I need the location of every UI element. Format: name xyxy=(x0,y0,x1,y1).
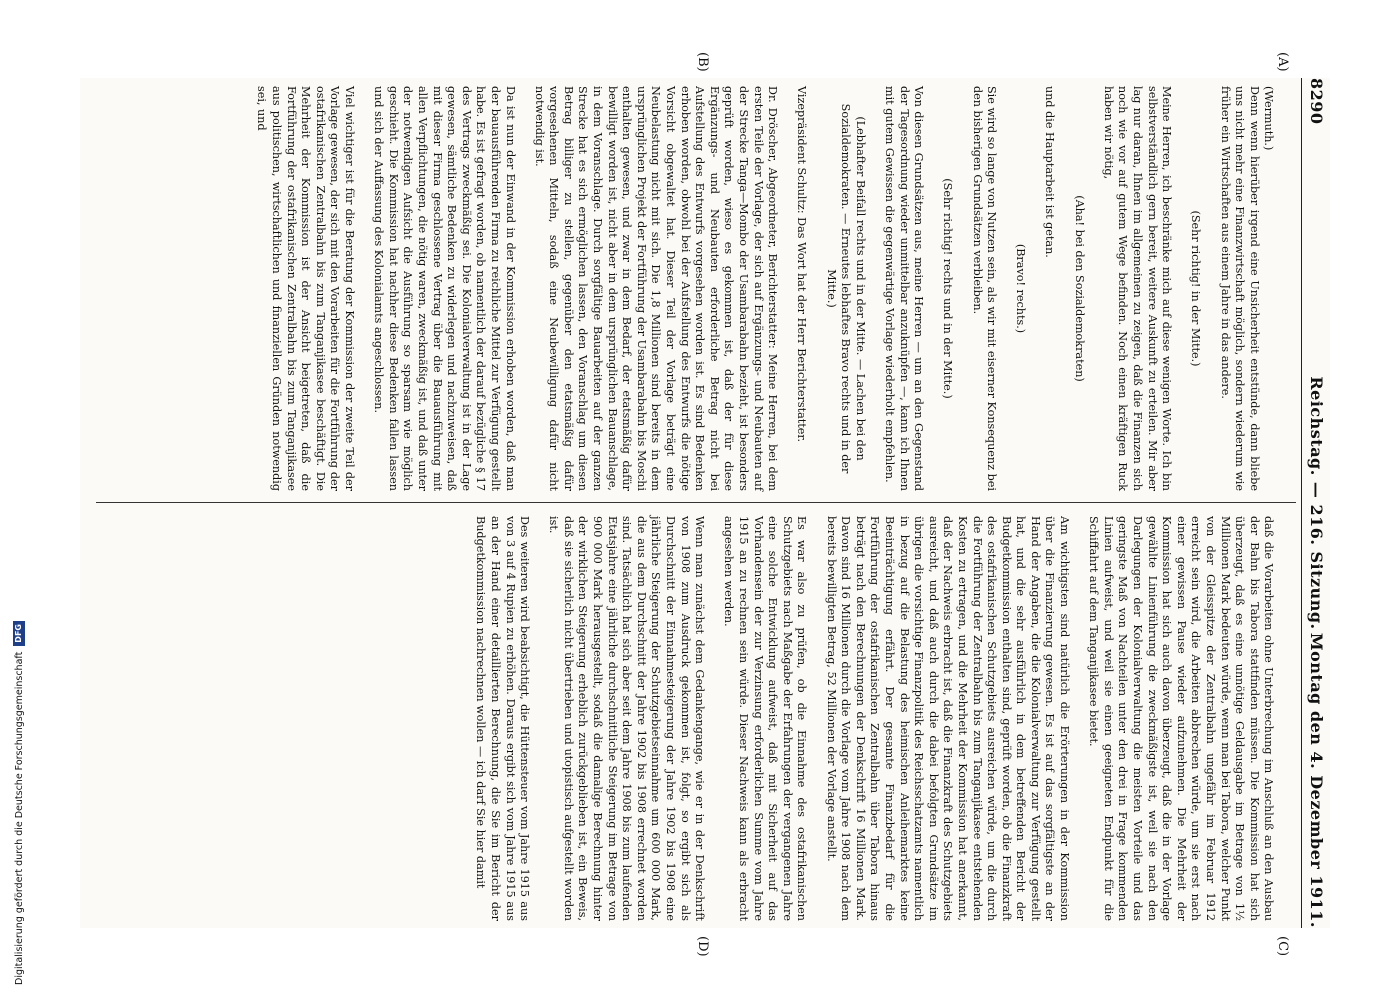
paragraph: Es war also zu prüfen, ob die Einnahme des ostafrikanischen Schutzgebiets nach Maßgabe der Erfahrungen der vergangenen Jahre eine solche Entwicklung aufweist, daß mit Sicherheit auf das Vorhandensein der zur Verzinsung erforderlichen Summe vom Jahre 1915 an zu rechnen sein würde. Dieser Nachweis kann als erbracht angesehen werden. xyxy=(722,516,809,921)
paragraph: Wenn man zunächst dem Gedankengange, wie er in der Denkschrift von 1908 zum Ausdruck gekommen ist, folgt, so ergibt sich als Durchschnitt der Einnahmesteigerung der Jahre 1902 bis 1908 eine jährliche Steigerung der Schutzgebietseinnahme um 600 000 Mark, die aus dem Durchschnitt der Jahre 1902 bis 1908 errechnet worden sind. Tatsächlich hat sich aber seit dem Jahre 1908 bis zum laufenden Etatsjahre eine jährliche durchschnittliche Steigerung im Betrage von 900 000 Mark herausgestellt, sodaß die damalige Berechnung hinter der wirklichen Steigerung erheblich zurückgeblieben ist, ein Beweis, daß sie sicherlich nicht übertrieben und utopistisch aufgestellt worden ist. xyxy=(547,516,707,921)
interjection: (Lebhafter Beifall rechts und in der Mitte. — Lachen bei den Sozialdemokraten. — Erneutes lebhaftes Bravo rechts und in der Mitte.) xyxy=(824,103,867,474)
page-number: 8290 xyxy=(1307,78,1326,125)
paragraph: Dr. Dröscher, Abgeordneter, Berichterstatter: Meine Herren, bei dem ersten Teile der Vorlage, der sich auf Ergänzungs- und Neubauten auf der Strecke Tanga—Mombo der Usambarabahn bezieht, ist besonders geprüft worden, wieso es gekommen ist, daß der für diese Ergänzungs- und Neubauten erforderliche Betrag nicht bei Aufstellung des Entwurfs vorgesehen worden ist. Es sind Bedenken erhoben worden, obwohl bei der Aufstellung des Entwurfs die nötige Vorsicht obgewaltet hat. Dieser Teil der Vorlage beträgt eine Neubelastung nicht mit sich. Die 1,8 Millionen sind bereits in dem ursprünglichen Projekt der Fortführung der Usambarabahn bis Moschi enthalten gewesen, und zwar in dem Bedarf, der etatsmäßig dafür bewilligt worden ist, nicht aber in dem ursprünglichen Bauanschlage, in dem Voranschlage. Durch sorgfältige Bauarbeiten auf der ganzen Strecke hat es sich ermöglichen lassen, den Voranschlag um diesen Betrag billiger zu stellen, gegenüber den etatsmäßig dafür vorgesehenen Mitteln, sodaß eine Neubewilligung dafür nicht notwendig ist. xyxy=(532,86,780,491)
paragraph: Sie wird so lange von Nutzen sein, als wir mit eiserner Konsequenz bei den bisherigen Grundsätzen verbleiben. xyxy=(970,86,999,491)
paragraph: Von diesen Grundsätzen aus, meine Herren — um an den Gegenstand der Tagesordnung wieder unmittelbar anzuknüpfen —, kann ich Ihnen mit gutem Gewissen die gegenwärtige Vorlage wiederholt empfehlen. xyxy=(882,86,926,491)
paragraph: Meine Herren, ich beschränke mich auf diese wenigen Worte. Ich bin selbstverständlich gern bereit, weitere Auskunft zu erteilen. Mir aber lag nur daran, Ihnen im allgemeinen zu zeigen, daß die Finanzen sich noch wie vor auf gutem Wege befinden. Noch einen kräftigen Ruck haben wir nötig, xyxy=(1101,86,1174,491)
interjection: (Sehr richtig! in der Mitte.) xyxy=(1189,210,1203,367)
paragraph: Da ist nun der Einwand in der Kommission erhoben worden, daß man der bauausführenden Firma zu reichliche Mittel zur Verfügung gestellt habe. Es ist gefragt worden, ob namentlich der darauf bezügliche § 17 des Vertrags zweckmäßig sei. Die Kolonialverwaltung ist in der Lage gewesen, sämtliche Bedenken zu widerlegen und nachzuweisen, daß mit dieser Firma geschlossene Vertrag über die Bauausführung mit allen Verpflichtungen, die nötig waren, zweckmäßig ist, und daß unter der notwendigen Aufsicht die Ausführung so sparsam wie möglich geschieht. Die Kommission hat nachher diese Bedenken fallen lassen und sich der Auffassung des Kolonialamts angeschlossen. xyxy=(372,86,517,491)
margin-letter-a: (A) xyxy=(1275,52,1290,72)
digitization-credit xyxy=(12,15,26,985)
paragraph: Am wichtigsten sind natürlich die Erörterungen in der Kommission über die Finanzierung gewesen. Es ist auf das sorgfältigste an der Hand der Angaben, die die Kolonialverwaltung zur Verfügung gestellt hat, und die sehr ausführlich in dem betreffenden Bericht der Budgetkommission enthalten sind, geprüft worden, ob die Finanzkraft des ostafrikanischen Schutzgebiets ausreichen würde, um die durch die Fortführung der Zentralbahn bis zum Tanganjikasee entstehenden Kosten zu ertragen, und die Mehrheit der Kommission hat anerkannt, daß der Nachweis erbracht ist, daß die Finanzkraft des Schutzgebiets ausreicht, und daß auch durch die dabei befolgten Grundsätze im übrigen die vorsichtige Finanzpolitik des Reichsschatzamts namentlich in bezug auf die Belastung des heimischen Anleihemarktes keine Beeinträchtigung erfährt. Der gesamte Finanzbedarf für die Fortführung der ostafrikanischen Zentralbahn über Tabora hinaus beträgt nach den Berechnungen der Denkschrift 16 Millionen Mark. Davon sind 16 Millionen durch die Vorlage vom Jahre 1908 nach dem bereits bewilligten Betrag, 52 Millionen der Vorlage anstellt. xyxy=(824,516,1072,921)
paragraph: daß die Vorarbeiten ohne Unterbrechung im Anschluß an den Ausbau der Bahn bis Tabora stattfinden müssen. Die Kommission hat sich überzeugt, daß es eine unnötige Geldausgabe im Betrage von 1½ Millionen Mark bedeuten würde, wenn man bei Tabora, welcher Punkt von der Gleisspitze der Zentralbahn ungefähr im Februar 1912 erreicht sein wird, die Arbeiten abbrechen würde, um sie erst nach einer gewissen Pause wieder aufzunehmen. Die Mehrheit der Kommission hat sich auch davon überzeugt, daß die in der Vorlage gewählte Linienführung die zweckmäßigste ist, weil sie nach den Darlegungen der Kolonialverwaltung die meisten Vorteile und das geringste Maß von Nachteilen unter den drei in Frage kommenden Linien aufweist, und weil sie einen geeigneten Endpunkt für die Schiffahrt auf dem Tanganjikasee bietet. xyxy=(1087,516,1276,921)
speaker-line: Vizepräsident Schultz: Das Wort hat der Herr Berichterstatter. xyxy=(795,86,809,443)
left-column xyxy=(239,86,1290,491)
paragraph: Viel wichtiger ist für die Beratung der Kommission der zweite Teil der Vorlage gewesen, der sich mit den Vorarbeiten für die Fortführung der ostafrikanischen Zentralbahn bis zum Tanganjikasee beschäftigt. Die Mehrheit der Kommission ist der Ansicht beigetreten, daß die Fortführung der ostafrikanischen Zentralbahn bis zum Tanganjikasee aus politischen, wirtschaftlichen und finanziellen Gründen notwendig sei, und xyxy=(255,86,356,491)
paragraph: Des weiteren wird beabsichtigt, die Hüttensteuer vom Jahre 1915 aus von 3 auf 4 Rupien zu erhöhen. Daraus ergibt sich vom Jahre 1915 aus an der Hand einer detaillierten Berechnung, die Sie im Bericht der Budgetkommission nachrechnen wollen — ich darf Sie hier damit xyxy=(474,516,532,921)
margin-letter-b: (B) xyxy=(695,52,710,72)
dfg-logo: DFG xyxy=(13,621,25,646)
header-title: Reichstag. — 216. Sitzung. xyxy=(1307,376,1326,630)
header-rule xyxy=(1301,78,1302,928)
paragraph: (Wermuth.) Denn wenn hierüber irgend eine Unsicherheit entstünde, dann bliebe uns nicht mehr eine Finanzwirtschaft möglich, sondern wiederum wie früher ein Wirtschaften aus einem Jahre in das andere. xyxy=(1218,86,1276,491)
column-divider xyxy=(96,502,1296,503)
header-date: Montag den 4. Dezember 1911. xyxy=(1307,632,1326,928)
right-column xyxy=(458,516,1290,921)
interjection: (Aha! bei den Sozialdemokraten) xyxy=(1072,195,1086,382)
margin-letter-d: (D) xyxy=(695,936,710,957)
credit-text: Digitalisierung gefördert durch die Deutsche Forschungsgemeinschaft xyxy=(13,651,25,985)
margin-letter-c: (C) xyxy=(1275,936,1290,957)
paragraph: und die Hauptarbeit ist getan. xyxy=(1043,86,1057,258)
interjection: (Bravo! rechts.) xyxy=(1014,243,1028,334)
running-header xyxy=(1302,78,1330,928)
rotated-document-page xyxy=(80,52,1330,957)
interjection: (Sehr richtig! rechts und in der Mitte.) xyxy=(941,178,955,399)
